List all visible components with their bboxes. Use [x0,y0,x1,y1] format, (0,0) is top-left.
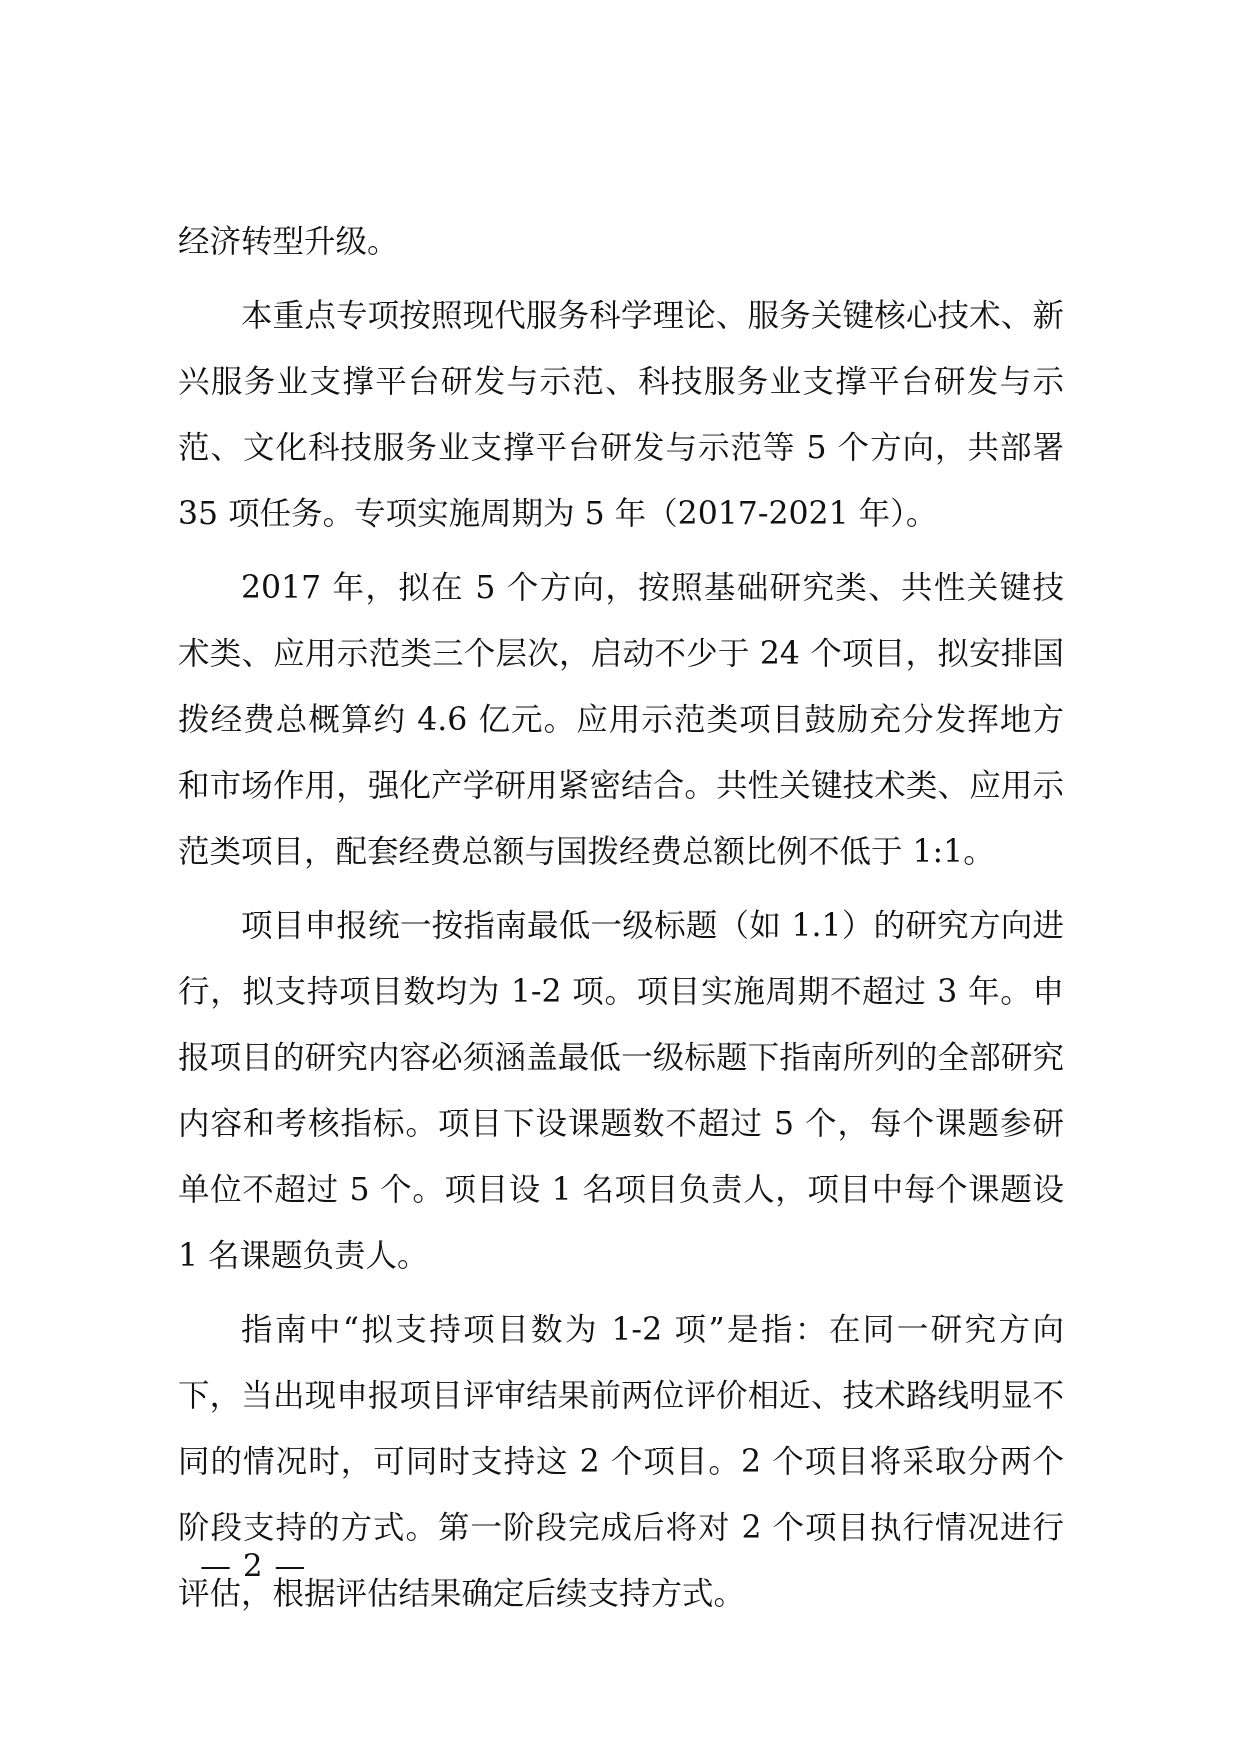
document-body [178,209,1064,1635]
paragraph-continuation: 经济转型升级。 [178,224,399,260]
paragraph-task-overview: 本重点专项按照现代服务科学理论、服务关键核心技术、新兴服务业支撑平台研发与示范、科技服务业支撑平台研发与示范、文化科技服务业支撑平台研发与示范等 5 个方向，共部署 35 项任务。专项实施周期为 5 年（2017-2021 年）。 [178,298,1064,532]
page-number: — 2 — [200,1548,307,1584]
paragraph-application-rules: 项目申报统一按指南最低一级标题（如 1.1）的研究方向进行，拟支持项目数均为 1-2 项。项目实施周期不超过 3 年。申报项目的研究内容必须涵盖最低一级标题下指南所列的全部研究内容和考核指标。项目下设课题数不超过 5 个，每个课题参研单位不超过 5 个。项目设 1 名项目负责人，项目中每个课题设 1 名课题负责人。 [178,908,1064,1274]
paragraph-2017-plan: 2017 年，拟在 5 个方向，按照基础研究类、共性关键技术类、应用示范类三个层次，启动不少于 24 个项目，拟安排国拨经费总概算约 4.6 亿元。应用示范类项目鼓励充分发挥地方和市场作用，强化产学研用紧密结合。共性关键技术类、应用示范类项目，配套经费总额与国拨经费总额比例不低于 1:1。 [178,570,1064,870]
paragraph-support-explanation: 指南中“拟支持项目数为 1-2 项”是指：在同一研究方向下，当出现申报项目评审结果前两位评价相近、技术路线明显不同的情况时，可同时支持这 2 个项目。2 个项目将采取分两个阶段支持的方式。第一阶段完成后将对 2 个项目执行情况进行评估，根据评估结果确定后续支持方式。 [178,1312,1064,1612]
